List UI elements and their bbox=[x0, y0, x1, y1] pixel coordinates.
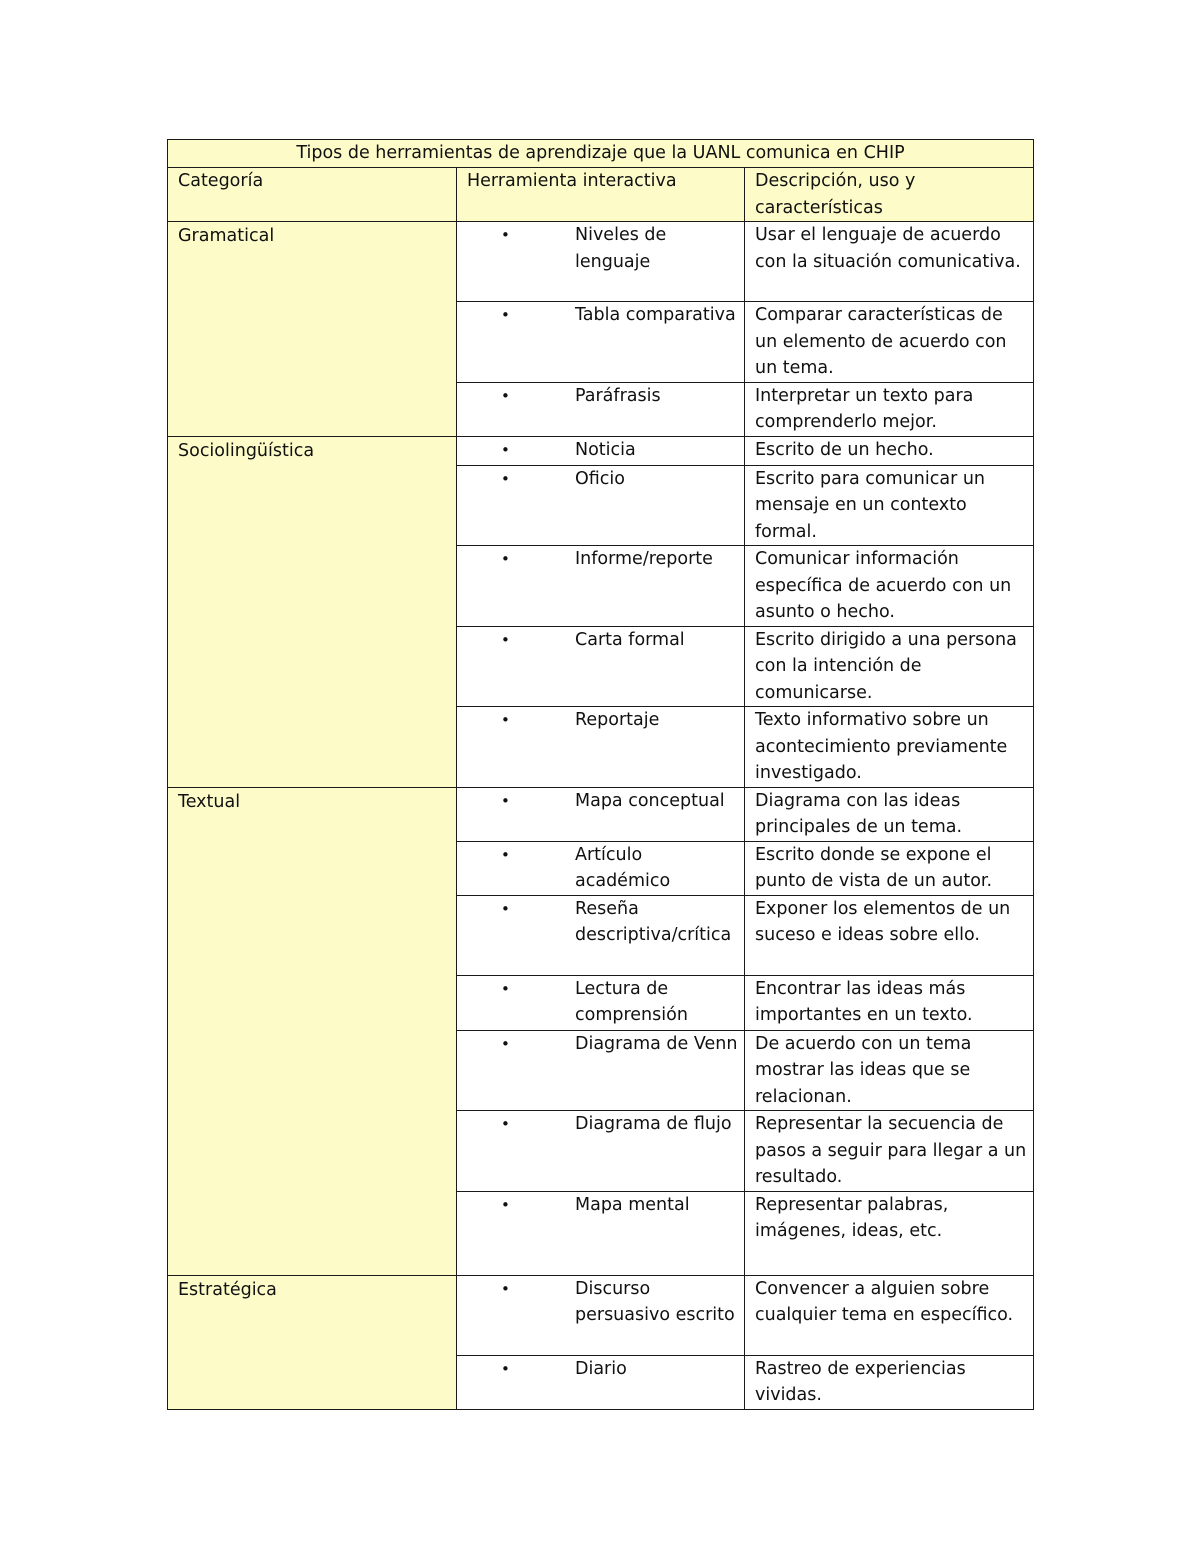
bullet-icon: • bbox=[501, 306, 510, 324]
description-cell: Comunicar información específica de acuerdo con un asunto o hecho. bbox=[745, 546, 1034, 627]
tool-cell bbox=[457, 1111, 745, 1192]
tool-name: Tabla comparativa bbox=[575, 305, 736, 325]
table-title: Tipos de herramientas de aprendizaje que la UANL comunica en CHIP bbox=[168, 140, 1034, 168]
tool-cell bbox=[457, 1191, 745, 1275]
bullet-icon: • bbox=[501, 440, 510, 459]
category-cell: Gramatical bbox=[168, 222, 457, 437]
tool-cell bbox=[457, 787, 745, 841]
tool-name: Informe/reporte bbox=[575, 549, 713, 569]
description-cell: Representar la secuencia de pasos a seguir para llegar a un resultado. bbox=[745, 1111, 1034, 1192]
tool-cell bbox=[457, 626, 745, 707]
tool-name: Carta formal bbox=[575, 629, 685, 650]
description-cell: Escrito dirigido a una persona con la intención de comunicarse. bbox=[745, 626, 1034, 707]
tool-name: Oficio bbox=[575, 468, 625, 489]
table-row bbox=[168, 436, 1034, 465]
description-cell: Rastreo de experiencias vividas. bbox=[745, 1355, 1034, 1409]
description-cell: Convencer a alguien sobre cualquier tema en específico. bbox=[745, 1275, 1034, 1355]
bullet-icon: • bbox=[501, 899, 510, 918]
table-title-row bbox=[168, 140, 1034, 168]
tool-cell bbox=[457, 1030, 745, 1111]
description-cell: Escrito de un hecho. bbox=[745, 436, 1034, 465]
category-cell: Sociolingüística bbox=[168, 436, 457, 787]
description-cell: Encontrar las ideas más importantes en un texto. bbox=[745, 975, 1034, 1030]
description-cell: Usar el lenguaje de acuerdo con la situación comunicativa. bbox=[745, 222, 1034, 302]
description-cell: Texto informativo sobre un acontecimiento previamente investigado. bbox=[745, 707, 1034, 788]
description-cell: Exponer los elementos de un suceso e ideas sobre ello. bbox=[745, 895, 1034, 975]
bullet-icon: • bbox=[501, 630, 510, 649]
tool-cell bbox=[457, 975, 745, 1030]
tool-cell bbox=[457, 841, 745, 895]
tool-name: Diario bbox=[575, 1358, 627, 1379]
header-tool: Herramienta interactiva bbox=[457, 168, 745, 222]
description-cell: Representar palabras, imágenes, ideas, etc. bbox=[745, 1191, 1034, 1275]
tool-name: Diagrama de Venn bbox=[575, 1033, 738, 1054]
tool-cell bbox=[457, 302, 745, 383]
bullet-icon: • bbox=[501, 1115, 510, 1133]
description-cell: Diagrama con las ideas principales de un tema. bbox=[745, 787, 1034, 841]
tool-cell bbox=[457, 895, 745, 975]
table-row bbox=[168, 1275, 1034, 1355]
tool-cell bbox=[457, 546, 745, 627]
learning-tools-table bbox=[167, 139, 1034, 1410]
tool-name: Noticia bbox=[575, 439, 636, 460]
tool-name: Diagrama de flujo bbox=[575, 1114, 732, 1134]
bullet-icon: • bbox=[501, 1359, 510, 1378]
description-cell: Escrito donde se expone el punto de vista de un autor. bbox=[745, 841, 1034, 895]
header-description: Descripción, uso y características bbox=[745, 168, 1034, 222]
tool-name: Mapa mental bbox=[575, 1194, 690, 1215]
bullet-icon: • bbox=[501, 791, 510, 810]
tool-name: Reportaje bbox=[575, 710, 660, 730]
tool-cell bbox=[457, 1355, 745, 1409]
bullet-icon: • bbox=[501, 845, 510, 864]
description-cell: De acuerdo con un tema mostrar las ideas que se relacionan. bbox=[745, 1030, 1034, 1111]
bullet-icon: • bbox=[501, 550, 510, 568]
table-row bbox=[168, 222, 1034, 302]
bullet-icon: • bbox=[501, 1034, 510, 1053]
table-header-row bbox=[168, 168, 1034, 222]
category-cell: Textual bbox=[168, 787, 457, 1275]
header-category: Categoría bbox=[168, 168, 457, 222]
tool-cell bbox=[457, 382, 745, 436]
tool-name: Paráfrasis bbox=[575, 385, 661, 406]
bullet-icon: • bbox=[501, 1195, 510, 1214]
bullet-icon: • bbox=[501, 226, 510, 244]
description-cell: Escrito para comunicar un mensaje en un contexto formal. bbox=[745, 465, 1034, 546]
tool-cell bbox=[457, 222, 745, 302]
description-cell: Comparar características de un elemento de acuerdo con un tema. bbox=[745, 302, 1034, 383]
bullet-icon: • bbox=[501, 386, 510, 405]
tool-cell bbox=[457, 436, 745, 465]
tool-cell bbox=[457, 465, 745, 546]
tool-name: Mapa conceptual bbox=[575, 790, 725, 811]
bullet-icon: • bbox=[501, 1279, 510, 1298]
tool-name: Artículo académico bbox=[575, 844, 671, 891]
bullet-icon: • bbox=[501, 469, 510, 488]
tool-cell bbox=[457, 707, 745, 788]
tool-name: Reseña descriptiva/crítica bbox=[575, 898, 732, 945]
category-cell: Estratégica bbox=[168, 1275, 457, 1409]
description-cell: Interpretar un texto para comprenderlo mejor. bbox=[745, 382, 1034, 436]
tool-name: Niveles de lenguaje bbox=[575, 225, 667, 272]
tool-cell bbox=[457, 1275, 745, 1355]
bullet-icon: • bbox=[501, 711, 510, 729]
table-row bbox=[168, 787, 1034, 841]
bullet-icon: • bbox=[501, 979, 510, 998]
tool-name: Discurso persuasivo escrito bbox=[575, 1278, 735, 1325]
tool-name: Lectura de comprensión bbox=[575, 978, 688, 1025]
